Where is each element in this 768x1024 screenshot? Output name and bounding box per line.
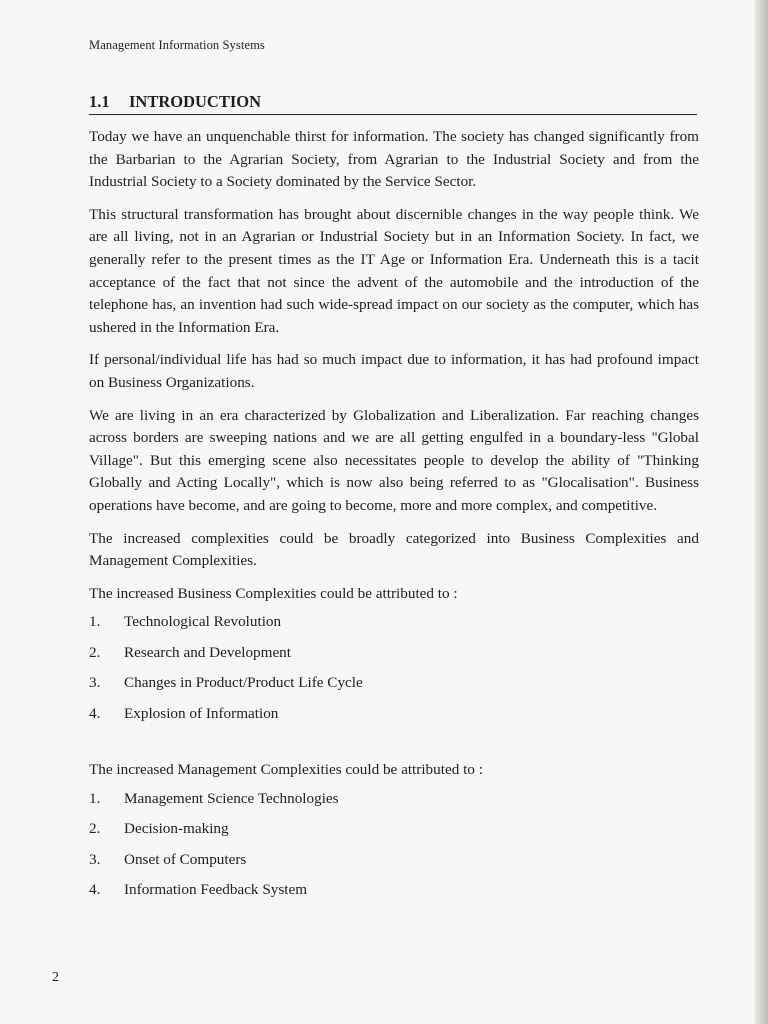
section-number: 1.1 xyxy=(89,92,110,111)
list-item-number: 3. xyxy=(89,674,101,692)
list-item-number: 2. xyxy=(89,643,101,661)
list-item xyxy=(89,611,699,642)
list-item-text: Research and Development xyxy=(124,643,291,661)
paragraph: If personal/individual life has had so much impact due to information, it has had profound impact on Business Organizations. xyxy=(89,351,699,391)
list-item-number: 1. xyxy=(89,613,101,631)
list-item-number: 1. xyxy=(89,789,101,807)
business-complexities-list xyxy=(89,611,699,733)
list-item xyxy=(89,849,699,880)
list-item-text: Onset of Computers xyxy=(124,850,247,868)
list-item-number: 4. xyxy=(89,881,101,899)
list-item xyxy=(89,879,699,910)
section-title: INTRODUCTION xyxy=(129,92,262,111)
section-heading xyxy=(89,92,697,115)
list-item-text: Explosion of Information xyxy=(124,704,279,722)
paragraph: We are living in an era characterized by Globalization and Liberalization. Far reaching changes across borders are sweeping nations and we are all getting engulfed in a boundary-less "Global Village". But this emerging scene also necessitates people to develop the ability of "Thinking Globally and Acting Locally", which is now also being referred to as "Glocalisation". Business operations have become, and are going to become, more and more complex, and competitive. xyxy=(89,406,699,514)
business-list-intro: The increased Business Complexities could be attributed to : xyxy=(89,584,458,602)
list-item xyxy=(89,672,699,703)
page-body xyxy=(89,126,699,910)
list-item-text: Changes in Product/Product Life Cycle xyxy=(124,674,363,692)
list-item xyxy=(89,788,699,819)
paragraph: Today we have an unquenchable thirst for information. The society has changed significantly from the Barbarian to the Agrarian Society, from Agrarian to the Industrial Society and from the Industrial Society to a Society dominated by the Service Sector. xyxy=(89,128,699,191)
list-item-number: 3. xyxy=(89,850,101,868)
page-number: 2 xyxy=(52,970,59,985)
list-item-text: Management Science Technologies xyxy=(124,789,339,807)
list-item xyxy=(89,703,699,734)
list-item-number: 4. xyxy=(89,704,101,722)
page-edge-shadow xyxy=(754,0,768,1024)
list-item-text: Decision-making xyxy=(124,820,229,838)
list-item-text: Technological Revolution xyxy=(124,613,282,631)
list-item xyxy=(89,818,699,849)
management-complexities-list xyxy=(89,788,699,910)
running-header: Management Information Systems xyxy=(89,38,265,52)
list-spacer xyxy=(89,733,699,759)
paragraph: The increased complexities could be broadly categorized into Business Complexities and Management Complexities. xyxy=(89,529,699,570)
list-item-text: Information Feedback System xyxy=(124,881,308,899)
management-list-intro: The increased Management Complexities could be attributed to : xyxy=(89,761,483,779)
list-item-number: 2. xyxy=(89,820,101,838)
list-item xyxy=(89,642,699,673)
paragraph: This structural transformation has brought about discernible changes in the way people think. We are all living, not in an Agrarian or Industrial Society but in an Information Society. In fact, we generally refer to the present times as the IT Age or Information Era. Underneath this is a tacit acceptance of the fact that not since the advent of the automobile and the introduction of the telephone has, an invention had such wide-spread impact on our society as the computer, which has ushered in the Information Era. xyxy=(89,205,699,336)
